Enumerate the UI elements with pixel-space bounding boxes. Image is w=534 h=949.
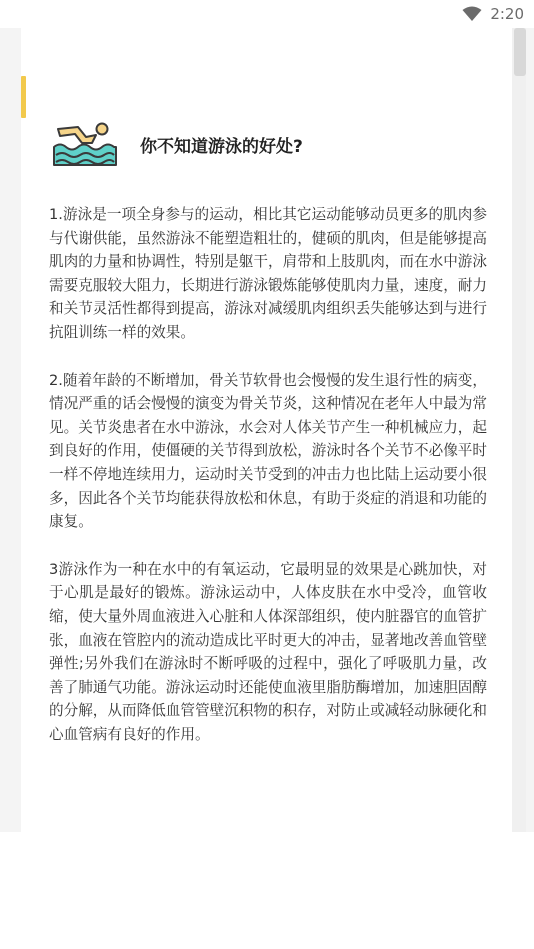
scrollbar-thumb[interactable] bbox=[514, 28, 526, 76]
scrollbar-track[interactable] bbox=[512, 28, 526, 832]
wifi-icon bbox=[462, 6, 482, 22]
paragraph-1: 1.游泳是一项全身参与的运动，相比其它运动能够动员更多的肌肉参与代谢供能，虽然游泳不能塑造粗壮的，健硕的肌肉，但是能够提高肌肉的力量和协调性，特别是躯干，肩带和上肢肌肉，而在水中游泳需要克服较大阻力，长期进行游泳锻炼能够使肌肉力量，速度，耐力和关节灵活性都得到提高，游泳对减缓肌肉组织丢失能够达到与进行抗阻训练一样的效果。 bbox=[49, 206, 487, 341]
status-time: 2:20 bbox=[490, 5, 524, 23]
article-header bbox=[52, 120, 492, 168]
status-icons bbox=[462, 4, 524, 24]
swimmer-icon bbox=[52, 121, 118, 167]
paragraph-3: 3游泳作为一种在水中的有氧运动，它最明显的效果是心跳加快，对于心肌是最好的锻炼。游泳运动中，人体皮肤在水中受冷，血管收缩，使大量外周血液进入心脏和人体深部组织，使内脏器官的血管扩张，血液在管腔内的流动造成比平时更大的冲击，显著地改善血管壁弹性;另外我们在游泳时不断呼吸的过程中，强化了呼吸肌力量，改善了肺通气功能。游泳运动时还能使血液里脂肪酶增加，加速胆固醇的分解，从而降低血管管壁沉积物的积存，对防止或减轻动脉硬化和心血管病有良好的作用。 bbox=[49, 560, 487, 743]
status-bar bbox=[0, 0, 534, 28]
accent-bar bbox=[21, 76, 26, 118]
paragraph-2: 2.随着年龄的不断增加，骨关节软骨也会慢慢的发生退行性的病变，情况严重的话会慢慢的演变为骨关节炎，这种情况在老年人中最为常见。关节炎患者在水中游泳，水会对人体关节产生一种机械应力，起到良好的作用，使僵硬的关节得到放松，游泳时各个关节不必像平时一样不停地连续用力，运动时关节受到的冲击力也比陆上运动要小很多，因此各个关节均能获得放松和休息，有助于炎症的消退和功能的康复。 bbox=[49, 371, 487, 531]
article-content bbox=[49, 203, 487, 770]
article-title: 你不知道游泳的好处? bbox=[140, 136, 303, 157]
